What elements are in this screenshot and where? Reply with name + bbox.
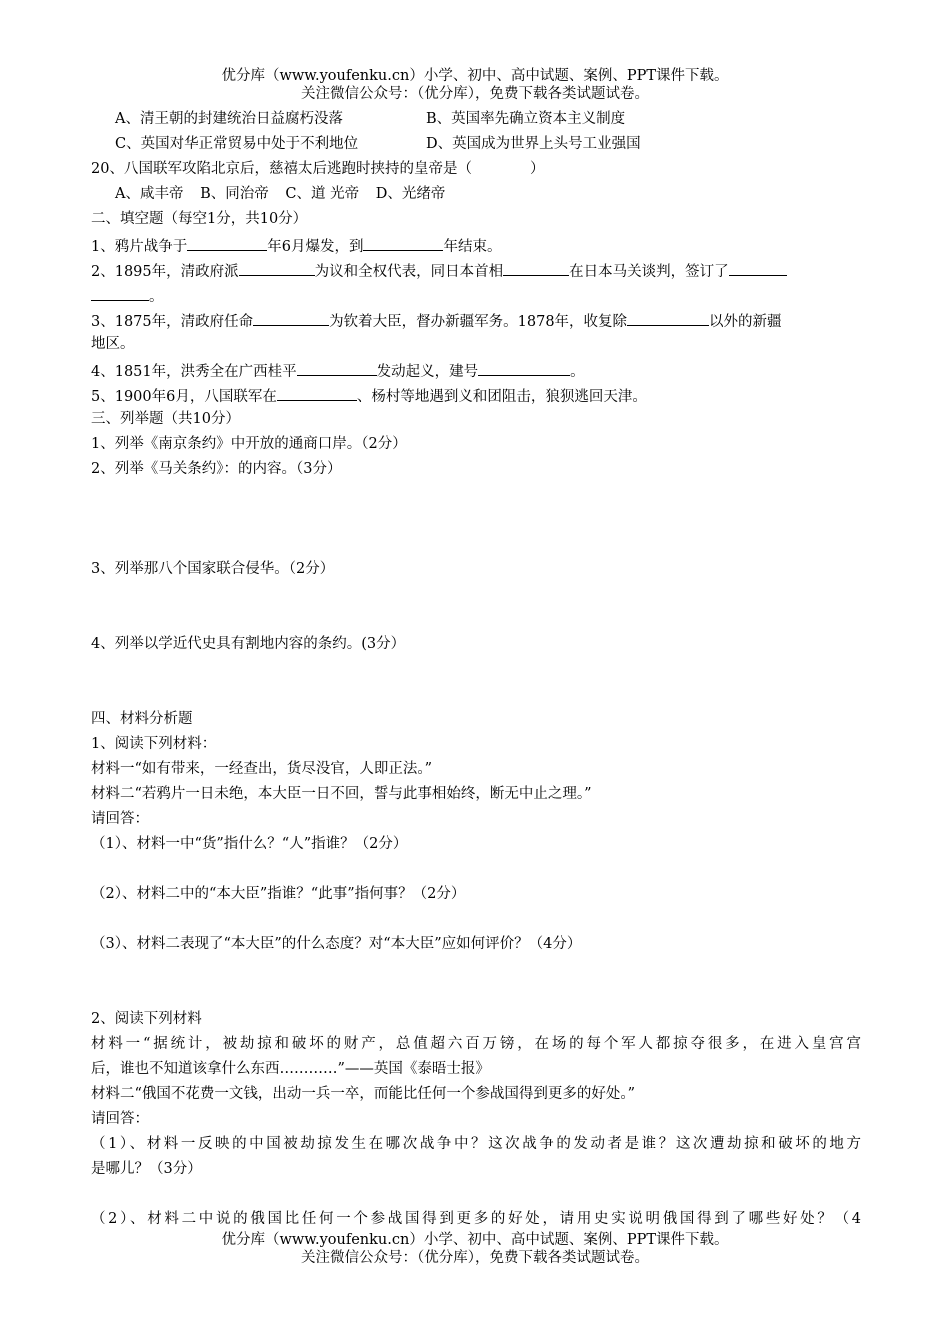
material1-q2: （2）、材料二中的“本大臣”指谁？“此事”指何事？（2分）: [91, 886, 466, 902]
material2-q2: （2）、材料二中说的俄国比任何一个参战国得到更多的好处，请用史实说明俄国得到了哪些好处？（4: [91, 1211, 861, 1227]
blank[interactable]: [503, 260, 569, 276]
material2-q1-line2: 是哪儿？（3分）: [91, 1161, 202, 1177]
q20-option-c: C、道 光帝: [285, 186, 360, 202]
q19-option-c: C、英国对华正常贸易中处于不利地位: [115, 136, 359, 152]
blank[interactable]: [91, 285, 149, 301]
material2-intro: 2、阅读下列材料: [91, 1011, 202, 1027]
material1-ask: 请回答：: [91, 811, 149, 827]
list-q4: 4、列举以学近代史具有割地内容的条约。(3分）: [91, 636, 406, 652]
q20-option-d: D、光绪帝: [375, 186, 446, 202]
blank[interactable]: [277, 385, 357, 401]
section3-title: 三、列举题（共10分）: [91, 411, 240, 427]
material1-intro: 1、阅读下列材料：: [91, 736, 217, 752]
blank[interactable]: [297, 360, 377, 376]
fill-q4: 4、1851年，洪秀全在广西桂平 发动起义，建号 。: [91, 360, 861, 382]
fill-q2-cont: 。: [91, 285, 861, 307]
q19-option-b: B、英国率先确立资本主义制度: [426, 111, 626, 127]
material2-text2: 材料二“俄国不花费一文钱，出动一兵一卒，而能比任何一个参战国得到更多的好处。”: [91, 1086, 636, 1102]
header-line-2: 关注微信公众号：（优分库），免费下载各类试题试卷。: [301, 86, 649, 102]
q19-option-d: D、英国成为世界上头号工业强国: [426, 136, 641, 152]
q20-option-b: B、同治帝: [200, 186, 269, 202]
fill-q3: 3、1875年，清政府任命 为钦着大臣，督办新疆军务。1878年，收复除 以外的新疆: [91, 310, 861, 332]
footer-line-2: 关注微信公众号：（优分库），免费下载各类试题试卷。: [301, 1250, 649, 1266]
fill-q2: 2、1895年，清政府派 为议和全权代表，同日本首相 在日本马关谈判，签订了: [91, 260, 861, 282]
blank[interactable]: [363, 235, 443, 251]
blank[interactable]: [239, 260, 315, 276]
fill-q5: 5、1900年6月，八国联军在 、杨村等地遇到义和团阻击，狼狈逃回天津。: [91, 385, 861, 407]
blank[interactable]: [253, 310, 329, 326]
material1-q1: （1）、材料一中“货”指什么？“人”指谁？（2分）: [91, 836, 408, 852]
material1-q3: （3）、材料二表现了“本大臣”的什么态度？对“本大臣”应如何评价？（4分）: [91, 936, 582, 952]
header-line-1: 优分库（www.youfenku.cn）小学、初中、高中试题、案例、PPT课件下载。: [221, 68, 729, 84]
blank[interactable]: [729, 260, 787, 276]
fill-q3-cont: 地区。: [91, 336, 135, 352]
material2-text1-line2: 后，谁也不知道该拿什么东西…………”——英国《泰晤士报》: [91, 1061, 490, 1077]
list-q3: 3、列举那八个国家联合侵华。（2分）: [91, 561, 335, 577]
q19-option-a: A、清王朝的封建统治日益腐朽没落: [115, 111, 343, 127]
q20-options: [115, 185, 885, 204]
blank[interactable]: [478, 360, 570, 376]
blank[interactable]: [627, 310, 709, 326]
q20-option-a: A、咸丰帝: [115, 186, 184, 202]
section2-title: 二、填空题（每空1分，共10分）: [91, 211, 308, 227]
material1-text2: 材料二“若鸦片一日未绝，本大臣一日不回，誓与此事相始终，断无中止之理。”: [91, 786, 592, 802]
material2-q1-line1: （1）、材料一反映的中国被劫掠发生在哪次战争中？这次战争的发动者是谁？这次遭劫掠和破坏的地方: [91, 1136, 861, 1152]
material1-text1: 材料一“如有带来，一经查出，货尽没官，人即正法。”: [91, 761, 433, 777]
footer-line-1: 优分库（www.youfenku.cn）小学、初中、高中试题、案例、PPT课件下载。: [221, 1232, 729, 1248]
blank[interactable]: [187, 235, 267, 251]
list-q2: 2、列举《马关条约》：的内容。（3分）: [91, 461, 342, 477]
q20-stem: 20、八国联军攻陷北京后，慈禧太后逃跑时挟持的皇帝是（ ）: [91, 161, 545, 177]
section4-title: 四、材料分析题: [91, 711, 193, 727]
material2-text1-line1: 材料一“据统计，被劫掠和破坏的财产，总值超六百万镑，在场的每个军人都掠夺很多，在进入皇宫宫: [91, 1036, 861, 1052]
material2-ask: 请回答：: [91, 1111, 149, 1127]
list-q1: 1、列举《南京条约》中开放的通商口岸。（2分）: [91, 436, 407, 452]
fill-q1: 1、鸦片战争于 年6月爆发，到 年结束。: [91, 235, 861, 257]
